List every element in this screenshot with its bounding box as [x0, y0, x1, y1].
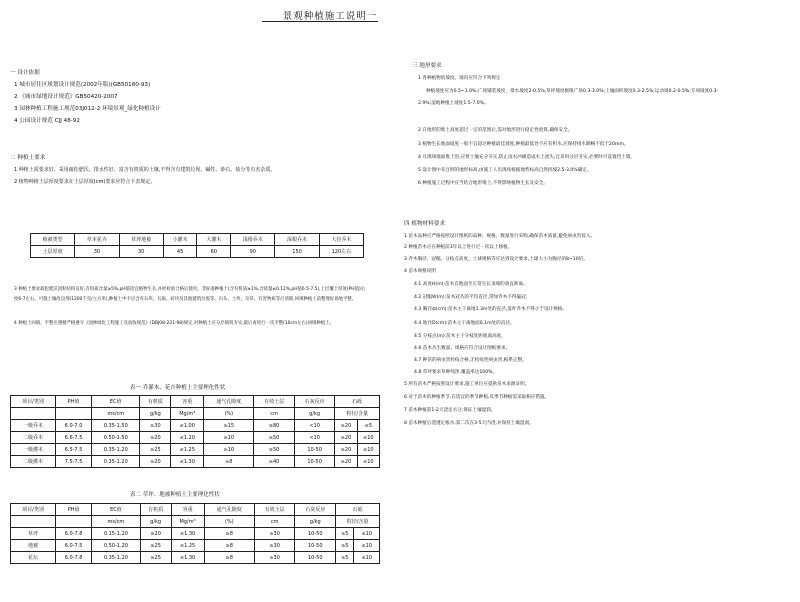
depth-header-cell: 大径乔木	[319, 234, 363, 246]
table-cell: 二级乔木	[11, 432, 56, 444]
table2-unit: cm	[254, 516, 295, 528]
table-cell: 0.15-1.20	[92, 528, 140, 540]
depth-value-cell: 90	[231, 246, 275, 258]
soil-item-3-line-1: 3 种植土要求疏松肥沃团粒结构良好,有机质含量≥5%,pH值适宜植物生长,并经检验合格后使用。非标准种植土(含有机质≥1%,含盐量≤0.12%,pH值6.5-7.5),上层覆土厚度(PH值)后	[14, 287, 366, 292]
table-row	[11, 528, 380, 540]
table1-unit: (%)	[204, 408, 254, 420]
table-cell: 10-50	[294, 456, 335, 468]
table-cell: ≤1.30	[171, 552, 204, 564]
table2-header: 通气孔隙度	[204, 504, 254, 516]
table1-header: 项目/类别	[11, 396, 56, 408]
table-cell: ≤1.25	[171, 444, 204, 456]
table-cell: 7.5-7.5	[56, 456, 92, 468]
table-cell: ≤1.30	[171, 456, 204, 468]
table-cell: ≥20	[335, 432, 357, 444]
table-cell: ≥8	[204, 552, 254, 564]
table-cell: 一级乔木	[11, 420, 56, 432]
table-cell: 0.35-1.50	[92, 420, 140, 432]
table1-header: EC值	[92, 396, 140, 408]
page-title: 景观种植施工说明一	[282, 11, 378, 22]
table-cell: ≥25	[140, 540, 171, 552]
list-item: 5 设计图中未注明的地形标高,由施工人员现场根据地势标高自然找坡2.5-3.0%确定。	[418, 168, 592, 173]
table-cell: ≥30	[254, 552, 295, 564]
table1-unit: g/kg	[294, 408, 335, 420]
table-cell: 6.0-7.0	[56, 420, 92, 432]
table-cell: ≥20	[335, 420, 357, 432]
table-cell: ≤10	[354, 528, 380, 540]
table1-header: 通气孔隙度	[204, 396, 254, 408]
table-cell: ≥50	[254, 432, 295, 444]
list-item: 2.9%;湿地种植土坡度1.5-7.0%。	[418, 101, 489, 106]
table-cell: 0.35-1.20	[92, 552, 140, 564]
table-cell: <10	[294, 432, 335, 444]
table-cell: ≥10	[204, 432, 254, 444]
table-cell: ≥30	[140, 420, 171, 432]
list-item: 1 各种植物的坡度、坡向应符合下列规定	[418, 76, 501, 81]
table-cell: ≥30	[254, 528, 295, 540]
table2-title: 表二 草坪、地被种植土主要理化性状	[130, 492, 220, 498]
table-cell: 草坪	[11, 528, 56, 540]
table-cell: ≥80	[254, 420, 295, 432]
table-cell: ≥5	[336, 528, 354, 540]
table2-unit: ms/cm	[92, 516, 140, 528]
table-cell: 0.35-1.20	[92, 456, 140, 468]
table-cell: 10-50	[294, 444, 335, 456]
soil-depth-table	[30, 233, 364, 258]
table-cell: ≥25	[140, 444, 171, 456]
table-cell: 0.50-1.50	[92, 432, 140, 444]
table2-header: 石灰反应	[295, 504, 336, 516]
table1-unit: g/kg	[140, 408, 171, 420]
list-item: 3 乔木胸径、冠幅、分枝点高度、土球规格等应达到设计要求,土球大小为胸径的8~10倍。	[404, 257, 588, 262]
depth-value-cell: 150	[275, 246, 319, 258]
list-item: 2 种植苗木应在种植前3年以上进行过一次以上移植。	[404, 245, 513, 250]
table-cell: ≥20	[140, 528, 171, 540]
table-cell: 地被	[11, 540, 56, 552]
table-cell: ≥8	[204, 540, 254, 552]
table-cell: ≤10	[357, 456, 379, 468]
table-row	[11, 540, 380, 552]
table1-unit	[11, 408, 56, 420]
table2-unit	[56, 516, 92, 528]
table1-unit: Mg/m³	[171, 408, 204, 420]
list-item: 4.8 草坪要求草种纯净,覆盖率达100%。	[414, 370, 498, 375]
table-cell: ≤1.00	[171, 420, 204, 432]
table2-header: 石砾	[336, 504, 380, 516]
table-cell: ≤10	[354, 540, 380, 552]
table-cell: ≥10	[204, 444, 254, 456]
table1-header: 石砾	[335, 396, 380, 408]
table-cell: 10-50	[295, 540, 336, 552]
list-item: 6 种植施工过程中应当结合地形堆土,不得影响植物生长及安全。	[418, 181, 548, 186]
table-cell: ≥20	[140, 456, 171, 468]
basis-item-3: 3 园林种植工程施工规范03J012-2 环境景观_绿化种植设计	[14, 106, 161, 112]
depth-header-cell: 大灌木	[197, 234, 231, 246]
depth-value-cell: 30	[119, 246, 163, 258]
table1-header: 有效土层	[254, 396, 295, 408]
table-cell: 0.50-1.20	[92, 540, 140, 552]
table-cell: ≥20	[335, 444, 357, 456]
table2-header: 容重	[171, 504, 204, 516]
table1-unit	[56, 408, 92, 420]
table2-unit: 粒径/含量	[336, 516, 380, 528]
section-basis-heading: 一 设计依据	[10, 70, 40, 76]
table2-header: PH值	[56, 504, 92, 516]
table-cell: ≥50	[254, 444, 295, 456]
table1-title: 表一 乔灌木、花卉种植土主要理化性状	[130, 385, 226, 391]
depth-header-cell: 深根乔木	[275, 234, 319, 246]
physical-property-table-2	[10, 503, 380, 564]
table-cell: ≤10	[357, 432, 379, 444]
table-cell: <10	[294, 420, 335, 432]
table-cell: ≥5	[336, 540, 354, 552]
table-cell: ≥5	[336, 552, 354, 564]
table-cell: 0.35-1.20	[92, 444, 140, 456]
list-item: 4.5 分枝点(m):苗木主干分枝处距地面高度。	[414, 334, 506, 339]
table-cell: 6.0-7.8	[56, 552, 92, 564]
depth-header-cell: 植被类型	[31, 234, 75, 246]
soil-item-2: 2 植物种植土层厚度要求在土层厚度(cm)要求应符合下表规定。	[14, 179, 156, 185]
physical-property-table-1	[10, 395, 380, 468]
table-cell: ≥8	[204, 456, 254, 468]
list-item: 4.3 胸径ф(cm):苗木主干离地1.3m处的直径,落叶乔木不得小于设计规格。	[414, 307, 567, 312]
table-cell: ≤10	[357, 444, 379, 456]
section-terrain-heading: 三 地形要求	[412, 63, 442, 69]
table-cell: 一级灌木	[11, 444, 56, 456]
basis-item-2: 2 《城市绿地设计规范》GB50420-2007	[14, 94, 118, 100]
table-cell: 6.5-7.5	[56, 444, 92, 456]
table-cell: 10-50	[295, 528, 336, 540]
section-soil-heading: 二 种植土要求	[10, 155, 46, 161]
table1-unit: 粒径/含量	[335, 408, 380, 420]
list-item: 种植坡度应为0.5~1.0%;广场铺装坡度、排水坡度2-0.5%,草坪坡度极限广场0.3-3.0%;土壤面积坡度0.3-2.5%;运动场0.2-0.5%;专项坡度0.3-	[426, 89, 719, 94]
depth-value-cell: 120左右	[319, 246, 363, 258]
table2-unit	[11, 516, 56, 528]
depth-header-cell: 草本花卉	[75, 234, 119, 246]
table-row	[11, 420, 380, 432]
depth-value-cell: 60	[197, 246, 231, 258]
list-item: 4.1 高度H(m):苗木自地面至正常生长顶端的垂直距离。	[414, 282, 528, 287]
table1-unit: cm	[254, 408, 295, 420]
table-row	[11, 444, 380, 456]
depth-header-cell: 浅根乔木	[231, 234, 275, 246]
basis-item-4: 4 公园设计规范 CJJ 48-92	[14, 118, 80, 124]
list-item: 4.4 地径D(cm):苗木主干离地面0.1m处的直径。	[414, 321, 515, 326]
depth-header-cell: 小灌木	[163, 234, 197, 246]
table2-unit: (%)	[204, 516, 254, 528]
table1-unit: ms/cm	[92, 408, 140, 420]
table-cell: ≥40	[254, 456, 295, 468]
table-row	[11, 552, 380, 564]
soil-item-4: 4 种植土回填、平整应遵循严格遵守《园林绿化工程施工及验收规范》(DBJ08-231-98)规定,对种植土应分层填筑夯实,最后再进行一次平整(10cm左右)回填种植土。	[14, 321, 334, 326]
table1-header: 石灰反应	[294, 396, 335, 408]
table-cell: ≥20	[140, 432, 171, 444]
depth-value-cell: 土层厚度	[31, 246, 75, 258]
list-item: 8 苗木种植后浇透定根水,第二次在3-5天内浇,并保持土壤湿润。	[404, 421, 534, 426]
table1-header: 容重	[171, 396, 204, 408]
table-cell: 花坛	[11, 552, 56, 564]
table1-header: PH值	[56, 396, 92, 408]
table-cell: ≤1.25	[171, 540, 204, 552]
list-item: 7 苗木种植前1-2天浇足水分,保证土壤湿润。	[404, 408, 496, 413]
list-item: 4 凡现场地面堆土的,应将土壤充分夯实,防止雨水冲刷造成水土流失,宜采用分层夯实,必要时可设置挡土墙。	[418, 155, 635, 160]
soil-item-3-line-2: 度6-7左右。可施土壤改良剂(1200千克/立方米),种植土中不应含有石块、瓦砾、砖块及其他建筑垃圾等。石头、土块、杂草、有害物质等应清除,回填种植土前整理好场地平整。	[14, 297, 357, 302]
table2-unit: g/kg	[140, 516, 171, 528]
list-item: 4.2 冠幅W(m):苗木冠丛的平均直径,常绿乔木不得偏冠。	[414, 295, 531, 300]
list-item: 3 植物生长地面坡度一般不宜超过种植最佳坡度,种植最低处不应有积水,应保持排水顺畅不低于20mm。	[418, 142, 629, 147]
section-plants-heading: 四 植物材料要求	[404, 221, 445, 227]
table-cell: ≥25	[140, 552, 171, 564]
table1-header: 有机质	[140, 396, 171, 408]
table2-header: 有效土层	[254, 504, 295, 516]
table-cell: ≤5	[357, 420, 379, 432]
table2-unit: g/kg	[295, 516, 336, 528]
list-item: 4 苗木规格说明	[404, 269, 436, 274]
list-item: 5 所有苗木严格按照设计要求,施工单位应提供苗木来源证明。	[404, 382, 530, 387]
table-row	[11, 432, 380, 444]
table-row	[11, 456, 380, 468]
table-cell: ≥8	[204, 528, 254, 540]
table-cell: ≥15	[204, 420, 254, 432]
table-cell: ≥20	[335, 456, 357, 468]
list-item: 4.7 种苗的病虫害检疫合格,无检疫性病虫害,根系完整。	[414, 358, 527, 363]
table-cell: ≤10	[354, 552, 380, 564]
table-cell: ≥30	[254, 540, 295, 552]
table-cell: 二级灌木	[11, 456, 56, 468]
list-item: 2 在地形的堆土高度超过一定的范围后,需对地形进行稳定性验算,确保安全。	[418, 128, 573, 133]
table2-header: 项目/类别	[11, 504, 56, 516]
table2-header: 有机质	[140, 504, 171, 516]
list-item: 6 对于苗木的种植季节,在适宜的季节种植,反季节种植需采取相应措施。	[404, 395, 550, 400]
title-underline	[262, 21, 378, 22]
depth-value-cell: 45	[163, 246, 197, 258]
list-item: 1 苗木品种应严格按照设计图纸的品种、规格、数量进行采购,确保苗木质量,避免病虫害侵入。	[404, 234, 596, 239]
basis-item-1: 1 城市居住区规划设计规范(2002年版)(GB50180-93)	[14, 82, 151, 88]
table-cell: 6.6-7.5	[56, 432, 92, 444]
table-cell: ≤1.20	[171, 432, 204, 444]
table2-header: EC值	[92, 504, 140, 516]
soil-item-1: 1 种植土质要求好、采用疏松肥沃、排水性好、富含有机质的土壤,不得含有建筑垃圾、碱性、砂石、盐分等有害杂质。	[14, 167, 276, 173]
table-cell: ≤1.30	[171, 528, 204, 540]
table2-unit: Mg/m³	[171, 516, 204, 528]
depth-value-cell: 30	[75, 246, 119, 258]
table-cell: 10-50	[295, 552, 336, 564]
table-cell: 6.0-7.5	[56, 540, 92, 552]
table-cell: 6.0-7.8	[56, 528, 92, 540]
list-item: 4.6 苗木丛生数量、规格应符合设计图纸要求。	[414, 346, 511, 351]
depth-header-cell: 草坪地被	[119, 234, 163, 246]
